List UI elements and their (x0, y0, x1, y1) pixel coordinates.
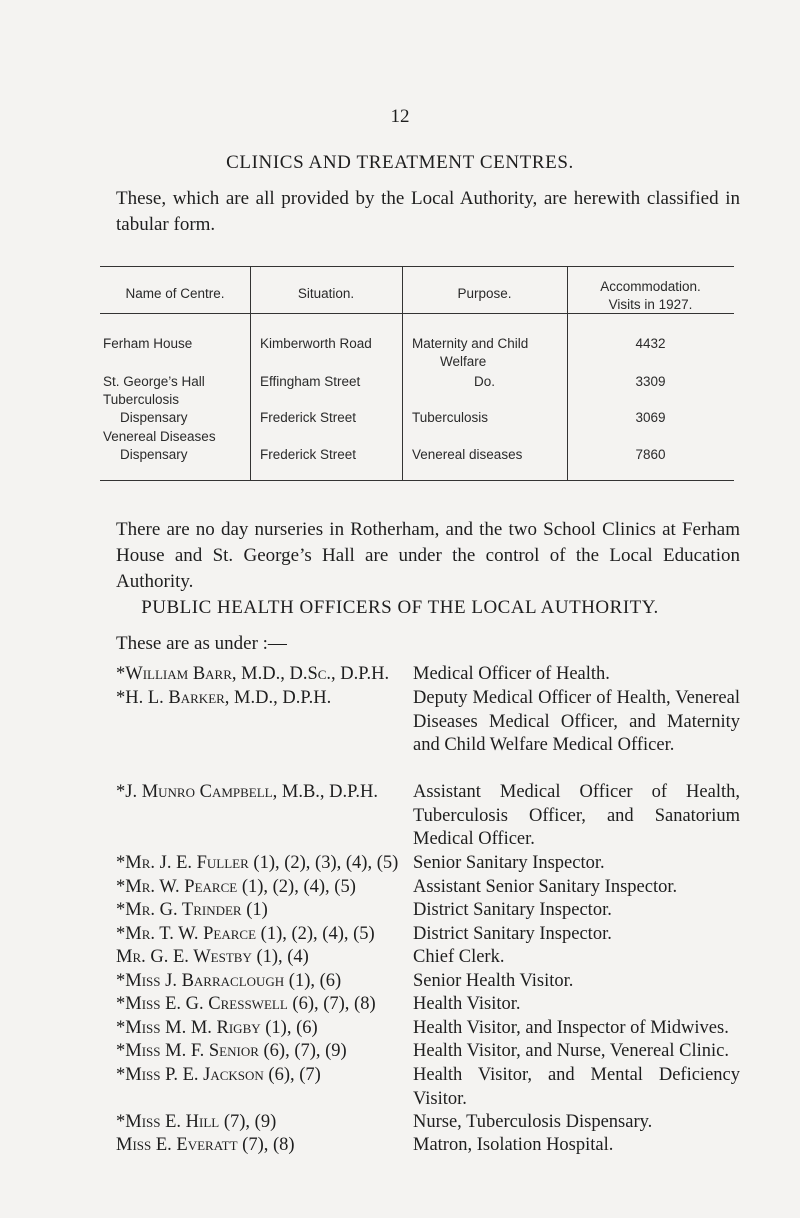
cell-situation: Frederick Street (260, 410, 357, 425)
header-name-of-centre: Name of Centre. (125, 286, 225, 301)
officer-role: Deputy Medical Officer of Health, Venereal Diseases Medical Officer, and Maternity and Child Welfare Medical Officer. (413, 688, 740, 755)
officer-name: Miss E. Everatt (7), (8) (116, 1135, 295, 1155)
cell-centre-name: Venereal Diseases (103, 429, 216, 444)
officer-role: Matron, Isolation Hospital. (413, 1135, 614, 1155)
officer-name: *H. L. Barker, M.D., D.P.H. (116, 688, 332, 708)
cell-visits: 3069 (635, 410, 666, 425)
cell-centre-name-cont: Dispensary (120, 410, 188, 425)
clinics-table (100, 266, 734, 481)
officer-name: *Mr. G. Trinder (1) (116, 900, 268, 920)
officer-name: *J. Munro Campbell, M.B., D.P.H. (116, 782, 378, 802)
cell-purpose-cont: Welfare (440, 354, 487, 369)
officer-name: *Miss P. E. Jackson (6), (7) (116, 1065, 321, 1085)
cell-centre-name: St. George’s Hall (103, 374, 205, 389)
cell-visits: 4432 (635, 336, 666, 351)
cell-situation: Frederick Street (260, 447, 357, 462)
officer-role: Medical Officer of Health. (413, 664, 610, 684)
officer-name: Mr. G. E. Westby (1), (4) (116, 947, 309, 967)
cell-situation: Kimberworth Road (260, 336, 372, 351)
cell-situation: Effingham Street (260, 374, 361, 389)
officer-role: District Sanitary Inspector. (413, 900, 612, 920)
officer-role: Chief Clerk. (413, 947, 505, 967)
officer-role: Assistant Medical Officer of Health, Tuberculosis Officer, and Sanatorium Medical Officer. (413, 782, 740, 849)
table-bottom-rule (100, 480, 734, 481)
header-accommodation-line1: Accommodation. (600, 279, 701, 294)
page-number: 12 (390, 106, 410, 127)
cell-visits: 7860 (635, 447, 666, 462)
officer-name: *William Barr, M.D., D.Sc., D.P.H. (116, 664, 390, 684)
section-title-officers: PUBLIC HEALTH OFFICERS OF THE LOCAL AUTHORITY. (141, 597, 659, 618)
clinics-note-paragraph: There are no day nurseries in Rotherham, and the two School Clinics at Ferham House and St. George’s Hall are under the control of the Local Education Authority. (116, 519, 740, 592)
officer-role: Health Visitor, and Mental Deficiency Visitor. (413, 1065, 740, 1109)
officer-name: *Miss M. M. Rigby (1), (6) (116, 1018, 318, 1038)
cell-purpose: Venereal diseases (412, 447, 523, 462)
officer-name: *Mr. J. E. Fuller (1), (2), (3), (4), (5) (116, 853, 399, 873)
officer-role: Senior Sanitary Inspector. (413, 853, 605, 873)
officer-role: Assistant Senior Sanitary Inspector. (413, 877, 678, 897)
header-situation: Situation. (297, 286, 355, 301)
header-accommodation (567, 278, 734, 314)
section-title-clinics: CLINICS AND TREATMENT CENTRES. (226, 152, 574, 173)
cell-visits: 3309 (635, 374, 666, 389)
cell-purpose: Tuberculosis (412, 410, 489, 425)
header-accommodation-line2: Visits in 1927. (608, 297, 693, 312)
header-purpose: Purpose. (457, 286, 512, 301)
cell-centre-name-cont: Dispensary (120, 447, 188, 462)
officers-intro: These are as under :— (116, 633, 287, 654)
cell-purpose: Do. (473, 374, 495, 389)
officer-role: District Sanitary Inspector. (413, 924, 612, 944)
officer-name: *Miss E. G. Cresswell (6), (7), (8) (116, 994, 376, 1014)
officer-name: *Mr. W. Pearce (1), (2), (4), (5) (116, 877, 356, 897)
officer-name: *Miss M. F. Senior (6), (7), (9) (116, 1041, 347, 1061)
officer-name: *Mr. T. W. Pearce (1), (2), (4), (5) (116, 924, 375, 944)
cell-purpose: Maternity and Child (412, 336, 529, 351)
officer-role: Health Visitor, and Inspector of Midwives. (413, 1018, 729, 1038)
officer-name: *Miss E. Hill (7), (9) (116, 1112, 277, 1132)
officer-role: Health Visitor. (413, 994, 521, 1014)
cell-centre-name: Ferham House (103, 336, 193, 351)
officer-role: Health Visitor, and Nurse, Venereal Clinic. (413, 1041, 729, 1061)
officer-role: Senior Health Visitor. (413, 971, 574, 991)
clinics-intro-paragraph: These, which are all provided by the Local Authority, are herewith classified in tabular form. (116, 188, 740, 235)
cell-centre-name: Tuberculosis (103, 392, 180, 407)
officer-role: Nurse, Tuberculosis Dispensary. (413, 1112, 653, 1132)
table-top-rule (100, 266, 734, 267)
officer-name: *Miss J. Barraclough (1), (6) (116, 971, 342, 991)
